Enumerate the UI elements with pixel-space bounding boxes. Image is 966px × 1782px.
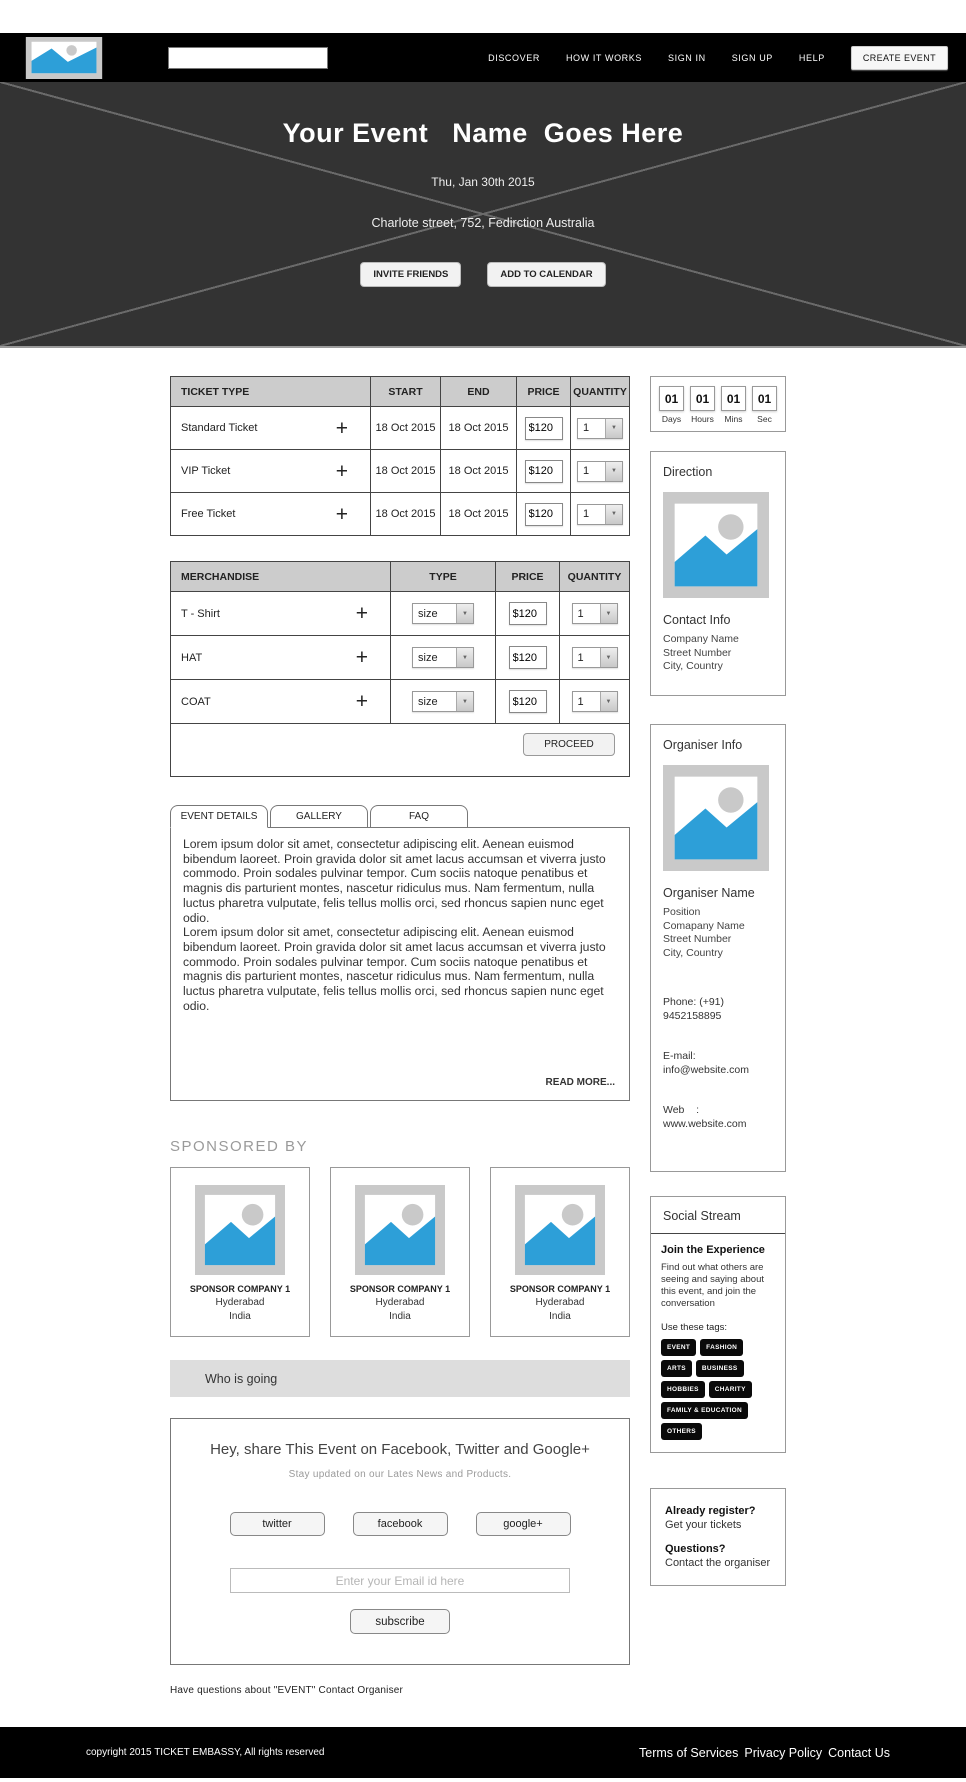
- direction-panel: [650, 451, 786, 696]
- price-input[interactable]: [525, 503, 563, 526]
- organiser-city: City, Country: [663, 946, 723, 959]
- hero-banner: [0, 82, 966, 348]
- google-plus-button[interactable]: google+: [476, 1512, 571, 1536]
- add-ticket-icon[interactable]: +: [335, 416, 348, 440]
- footer: [0, 1727, 966, 1778]
- chevron-down-icon: ▼: [456, 692, 473, 711]
- quantity-select[interactable]: [572, 603, 618, 624]
- tab-faq[interactable]: FAQ: [370, 805, 468, 828]
- col-merchandise: MERCHANDISE: [171, 562, 391, 591]
- add-to-calendar-button[interactable]: ADD TO CALENDAR: [487, 262, 605, 287]
- share-title: Hey, share This Event on Facebook, Twitter and Google+: [210, 1441, 590, 1458]
- ticket-name: Standard Ticket: [181, 422, 258, 434]
- merch-name: T - Shirt: [181, 607, 220, 620]
- size-value: size: [418, 695, 438, 708]
- quantity-value: 1: [583, 422, 590, 434]
- event-title: Your Event Name Goes Here: [282, 118, 684, 148]
- sponsor-image-icon: [195, 1185, 285, 1275]
- questions-note: Have questions about "EVENT" Contact Organiser: [170, 1685, 404, 1696]
- col-price: PRICE: [496, 562, 560, 591]
- col-quantity: QUANTITY: [573, 385, 627, 398]
- countdown-label: Mins: [724, 414, 743, 424]
- contact-street: Street Number: [663, 646, 732, 659]
- top-gap: [0, 0, 966, 33]
- countdown-value: 01: [721, 386, 746, 411]
- create-event-button[interactable]: CREATE EVENT: [851, 46, 948, 70]
- organiser-panel: [650, 724, 786, 1172]
- nav-link-how-it-works[interactable]: HOW IT WORKS: [565, 52, 642, 63]
- nav-link-sign-up[interactable]: SIGN UP: [731, 52, 773, 63]
- share-subtitle: Stay updated on our Lates News and Products.: [288, 1469, 512, 1480]
- nav-link-help[interactable]: HELP: [798, 52, 825, 63]
- price-input[interactable]: [525, 417, 563, 440]
- sponsor-city: Hyderabad: [215, 1297, 265, 1308]
- nav-link-discover[interactable]: DISCOVER: [488, 52, 540, 63]
- chevron-down-icon: ▼: [456, 648, 473, 667]
- twitter-button[interactable]: twitter: [230, 1512, 325, 1536]
- tab-event-details[interactable]: EVENT DETAILS: [170, 805, 268, 828]
- quantity-select[interactable]: [577, 504, 623, 525]
- sponsor-image-icon: [355, 1185, 445, 1275]
- col-end: END: [441, 377, 517, 406]
- email-input[interactable]: [230, 1568, 570, 1593]
- ticket-start-date: 18 Oct 2015: [371, 493, 441, 535]
- add-merch-icon[interactable]: +: [355, 646, 368, 669]
- terms-of-services-link[interactable]: Terms of Services: [639, 1745, 739, 1760]
- chevron-down-icon: ▼: [600, 648, 617, 667]
- sponsor-city: Hyderabad: [375, 1297, 425, 1308]
- sponsor-card[interactable]: [170, 1167, 310, 1337]
- size-value: size: [418, 607, 438, 620]
- ticket-name: VIP Ticket: [181, 465, 231, 477]
- event-details-content: [170, 827, 630, 1101]
- quantity-value: 1: [577, 607, 584, 620]
- price-input[interactable]: [525, 460, 563, 483]
- sponsor-image-icon: [515, 1185, 605, 1275]
- details-paragraph: Lorem ipsum dolor sit amet, consectetur adipiscing elit. Aenean euismod bibendum laoreet. Proin gravida dolor sit amet lacus accumsan et viverra justo commodo. Proin sodales pulvinar tempor. Cum sociis natoque penatibus et magnis dis parturient montes, nascetur ridiculus mus. Nam fermentum, nulla luctus pharetra vulputate, felis tellus mollis orci, sed rhoncus sapien nunc eget odio.: [183, 837, 606, 925]
- proceed-row: [171, 724, 629, 776]
- details-paragraph: Lorem ipsum dolor sit amet, consectetur adipiscing elit. Aenean euismod bibendum laoreet. Proin gravida dolor sit amet lacus accumsan et viverra justo commodo. Proin sodales pulvinar tempor. Cum sociis natoque penatibus et magnis dis parturient montes, nascetur ridiculus mus. Nam fermentum, nulla luctus pharetra vulputate, felis tellus mollis orci, sed rhoncus sapien nunc eget odio.: [183, 925, 606, 1013]
- contact-organiser-link[interactable]: Contact the organiser: [665, 1557, 771, 1569]
- sponsor-country: India: [549, 1311, 571, 1322]
- tag-fashion[interactable]: FASHION: [700, 1339, 743, 1356]
- navbar: [0, 33, 966, 82]
- ticket-row: [171, 407, 629, 450]
- merchandise-table-header: [171, 562, 629, 592]
- facebook-button[interactable]: facebook: [353, 1512, 448, 1536]
- quantity-select[interactable]: [577, 418, 623, 439]
- size-value: size: [418, 651, 438, 664]
- countdown-value: 01: [659, 386, 684, 411]
- chevron-down-icon: ▼: [456, 604, 473, 623]
- chevron-down-icon: ▼: [605, 462, 622, 481]
- col-quantity: QUANTITY: [567, 570, 622, 583]
- sponsor-name: SPONSOR COMPANY 1: [349, 1284, 451, 1294]
- quantity-select[interactable]: [572, 691, 618, 712]
- tag-event[interactable]: EVENT: [661, 1339, 696, 1356]
- map-image-icon[interactable]: [663, 492, 769, 598]
- nav-link-sign-in[interactable]: SIGN IN: [667, 52, 706, 63]
- countdown-label: Sec: [757, 414, 772, 424]
- sponsor-row: [170, 1167, 630, 1337]
- merch-name: HAT: [181, 651, 203, 664]
- countdown-days: [659, 386, 684, 424]
- col-ticket-type: TICKET TYPE: [171, 377, 371, 406]
- social-description: Find out what others are seeing and saying about this event, and join the conversation: [661, 1262, 764, 1309]
- add-merch-icon[interactable]: +: [355, 690, 368, 713]
- organiser-position: Position: [663, 906, 701, 918]
- add-merch-icon[interactable]: +: [355, 602, 368, 625]
- organiser-image-icon: [663, 765, 769, 871]
- who-is-going-bar[interactable]: Who is going: [170, 1360, 630, 1397]
- quantity-value: 1: [577, 651, 584, 664]
- ticket-end-date: 18 Oct 2015: [441, 407, 517, 449]
- contact-us-link[interactable]: Contact Us: [828, 1745, 890, 1760]
- countdown-value: 01: [752, 386, 777, 411]
- chevron-down-icon: ▼: [600, 604, 617, 623]
- col-type: TYPE: [391, 562, 496, 591]
- tab-gallery[interactable]: GALLERY: [270, 805, 368, 828]
- organiser-street: Street Number: [663, 933, 732, 945]
- countdown-label: Days: [661, 414, 682, 424]
- organiser-phone: Phone: (+91) 9452158895: [663, 996, 727, 1022]
- chevron-down-icon: ▼: [605, 505, 622, 524]
- social-stream-title: Social Stream: [651, 1197, 785, 1234]
- price-input[interactable]: [509, 690, 547, 713]
- countdown-mins: [721, 386, 746, 424]
- quantity-value: 1: [583, 465, 590, 477]
- get-tickets-link[interactable]: Get your tickets: [665, 1519, 742, 1531]
- contact-company: Company Name: [663, 633, 739, 645]
- add-ticket-icon[interactable]: +: [335, 502, 348, 526]
- ticket-start-date: 18 Oct 2015: [371, 450, 441, 492]
- countdown-label: Hours: [691, 414, 714, 424]
- sponsor-country: India: [389, 1311, 411, 1322]
- proceed-button[interactable]: PROCEED: [523, 733, 615, 756]
- contact-info-heading: Contact Info: [663, 613, 731, 627]
- event-date: Thu, Jan 30th 2015: [431, 175, 535, 189]
- ticket-row: [171, 493, 629, 535]
- tags-label: Use these tags:: [661, 1322, 728, 1333]
- countdown-value: 01: [690, 386, 715, 411]
- size-select[interactable]: [412, 647, 474, 668]
- size-select[interactable]: [412, 603, 474, 624]
- sponsored-by-heading: SPONSORED BY: [170, 1138, 309, 1155]
- ticket-end-date: 18 Oct 2015: [441, 450, 517, 492]
- invite-friends-button[interactable]: INVITE FRIENDS: [360, 262, 461, 287]
- register-panel: [650, 1488, 786, 1586]
- countdown-timer: [650, 376, 786, 432]
- tag-family-education[interactable]: FAMILY & EDUCATION: [661, 1402, 748, 1419]
- sponsor-card[interactable]: [330, 1167, 470, 1337]
- event-address: Charlote street, 752, Fedirction Australia: [371, 216, 595, 230]
- already-register-heading: Already register?: [665, 1505, 756, 1517]
- tag-business[interactable]: BUSINESS: [696, 1360, 744, 1377]
- copyright-text: copyright 2015 TICKET EMBASSY, All rights reserved: [86, 1747, 325, 1758]
- quantity-value: 1: [583, 508, 590, 520]
- sponsor-card[interactable]: [490, 1167, 630, 1337]
- event-details-section: [170, 805, 630, 1101]
- ticket-row: [171, 450, 629, 493]
- organiser-title: Organiser Info: [663, 738, 743, 752]
- logo-image-icon[interactable]: [24, 37, 104, 79]
- tag-hobbies[interactable]: HOBBIES: [661, 1381, 705, 1398]
- contact-city: City, Country: [663, 660, 723, 672]
- quantity-select[interactable]: [577, 461, 623, 482]
- merchandise-table: [170, 561, 630, 777]
- tickets-table-header: [171, 377, 629, 407]
- sponsor-name: SPONSOR COMPANY 1: [189, 1284, 291, 1294]
- direction-title: Direction: [663, 465, 713, 479]
- tickets-table: [170, 376, 630, 536]
- search-input[interactable]: [168, 47, 328, 69]
- privacy-policy-link[interactable]: Privacy Policy: [744, 1745, 823, 1760]
- price-input[interactable]: [509, 602, 547, 625]
- organiser-company: Comapany Name: [663, 919, 745, 932]
- sponsor-name: SPONSOR COMPANY 1: [509, 1284, 611, 1294]
- subscribe-button[interactable]: subscribe: [350, 1609, 450, 1634]
- chevron-down-icon: ▼: [600, 692, 617, 711]
- organiser-web[interactable]: Web : www.website.com: [663, 1104, 747, 1130]
- nav-links: [488, 53, 825, 63]
- quantity-select[interactable]: [572, 647, 618, 668]
- sponsor-city: Hyderabad: [535, 1297, 585, 1308]
- merch-name: COAT: [181, 695, 211, 708]
- tag-charity[interactable]: CHARITY: [709, 1381, 752, 1398]
- add-ticket-icon[interactable]: +: [335, 459, 348, 483]
- merchandise-row: [171, 636, 629, 680]
- social-stream-panel: [650, 1196, 786, 1453]
- merchandise-row: [171, 592, 629, 636]
- price-input[interactable]: [509, 646, 547, 669]
- share-section: [170, 1418, 630, 1665]
- merchandise-row: [171, 680, 629, 724]
- questions-heading: Questions?: [665, 1543, 726, 1555]
- footer-bottom-gap: [0, 1778, 966, 1782]
- quantity-value: 1: [577, 695, 584, 708]
- tag-arts[interactable]: ARTS: [661, 1360, 692, 1377]
- col-price: PRICE: [517, 377, 571, 406]
- sponsor-country: India: [229, 1311, 251, 1322]
- chevron-down-icon: ▼: [605, 419, 622, 438]
- join-experience-heading: Join the Experience: [661, 1244, 765, 1256]
- tag-others[interactable]: OTHERS: [661, 1423, 702, 1440]
- countdown-sec: [752, 386, 777, 424]
- size-select[interactable]: [412, 691, 474, 712]
- read-more-link[interactable]: READ MORE...: [545, 1077, 615, 1088]
- ticket-start-date: 18 Oct 2015: [371, 407, 441, 449]
- col-start: START: [371, 377, 441, 406]
- organiser-name: Organiser Name: [663, 886, 755, 900]
- ticket-end-date: 18 Oct 2015: [441, 493, 517, 535]
- organiser-email[interactable]: E-mail: info@website.com: [663, 1050, 749, 1076]
- ticket-name: Free Ticket: [181, 508, 236, 520]
- countdown-hours: [690, 386, 715, 424]
